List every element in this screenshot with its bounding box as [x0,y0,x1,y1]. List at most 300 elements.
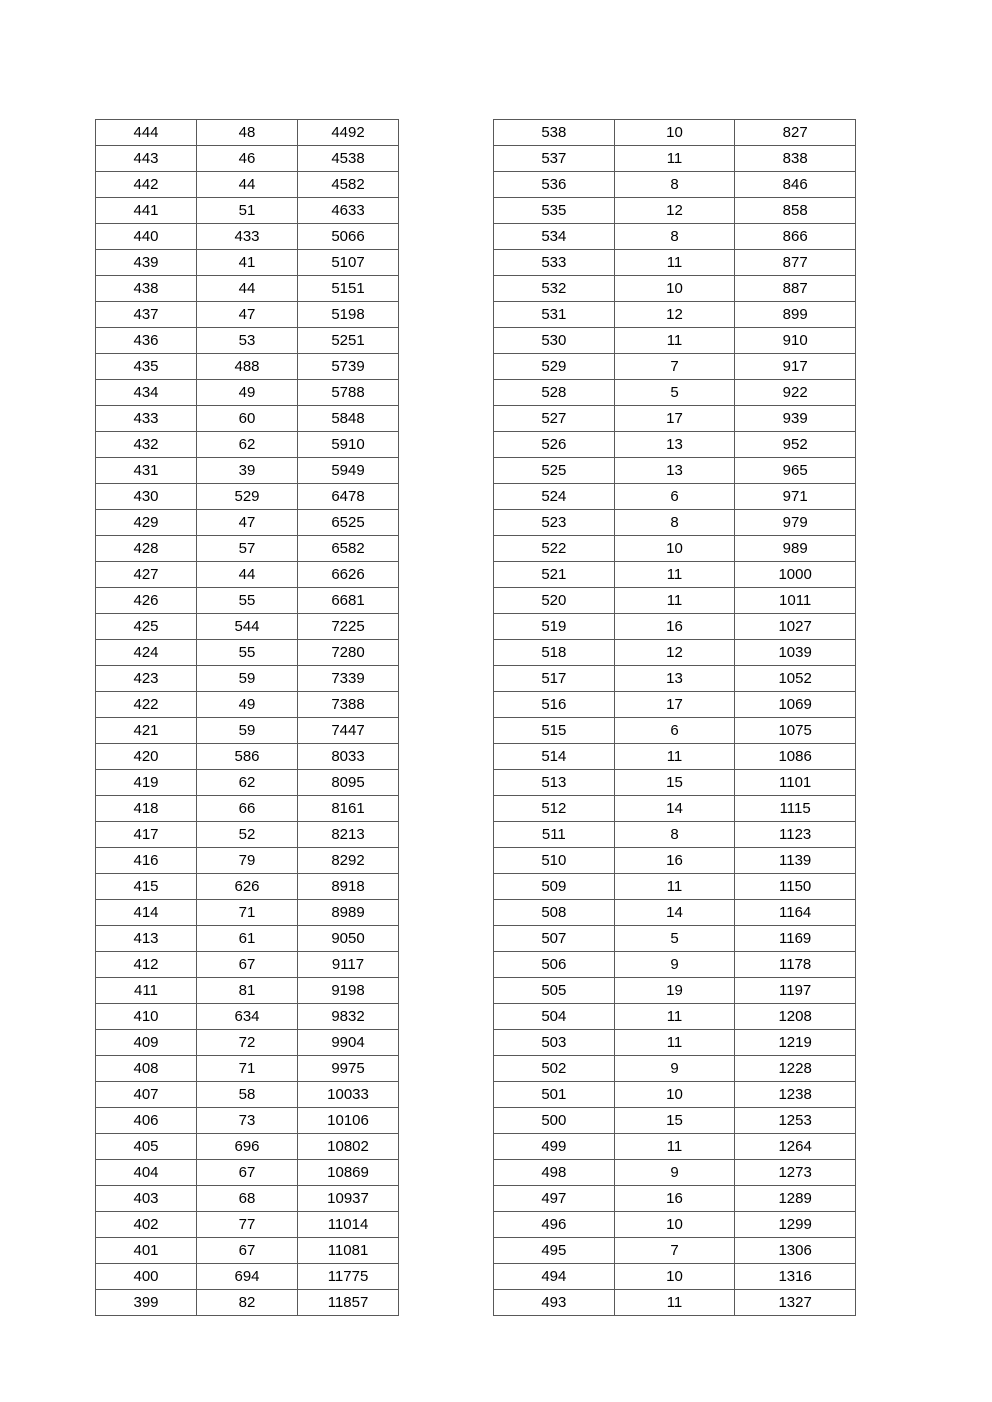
count-cell: 16 [614,614,735,640]
count-cell: 544 [197,614,298,640]
table-row [96,1238,399,1264]
table-row [96,1082,399,1108]
count-cell: 14 [614,900,735,926]
table-row [494,978,856,1004]
table-row [494,1108,856,1134]
table-row [494,1082,856,1108]
count-cell: 19 [614,978,735,1004]
cumulative-cell: 5107 [298,250,399,276]
score-table-right [493,119,856,1316]
count-cell: 12 [614,640,735,666]
table-row [494,1238,856,1264]
cumulative-cell: 11857 [298,1290,399,1316]
table-row [96,692,399,718]
count-cell: 46 [197,146,298,172]
count-cell: 16 [614,848,735,874]
cumulative-cell: 5788 [298,380,399,406]
cumulative-cell: 1299 [735,1212,856,1238]
table-row [96,640,399,666]
table-row [96,302,399,328]
table-row [96,744,399,770]
table-row [494,172,856,198]
score-cell: 504 [494,1004,615,1030]
count-cell: 10 [614,120,735,146]
score-cell: 428 [96,536,197,562]
table-row [494,432,856,458]
count-cell: 71 [197,900,298,926]
count-cell: 9 [614,952,735,978]
cumulative-cell: 6582 [298,536,399,562]
count-cell: 82 [197,1290,298,1316]
table-row [494,1212,856,1238]
score-cell: 520 [494,588,615,614]
count-cell: 47 [197,510,298,536]
score-cell: 532 [494,276,615,302]
table-row [96,432,399,458]
table-row [96,380,399,406]
count-cell: 67 [197,1160,298,1186]
score-cell: 506 [494,952,615,978]
table-row [96,770,399,796]
table-row [96,250,399,276]
table-row [96,1108,399,1134]
cumulative-cell: 965 [735,458,856,484]
count-cell: 55 [197,588,298,614]
score-table-right-body [494,120,856,1316]
cumulative-cell: 1075 [735,718,856,744]
cumulative-cell: 910 [735,328,856,354]
cumulative-cell: 5910 [298,432,399,458]
cumulative-cell: 1039 [735,640,856,666]
count-cell: 77 [197,1212,298,1238]
cumulative-cell: 1000 [735,562,856,588]
score-cell: 519 [494,614,615,640]
score-cell: 424 [96,640,197,666]
cumulative-cell: 979 [735,510,856,536]
cumulative-cell: 846 [735,172,856,198]
score-cell: 517 [494,666,615,692]
score-cell: 521 [494,562,615,588]
score-cell: 441 [96,198,197,224]
table-row [494,718,856,744]
cumulative-cell: 9904 [298,1030,399,1056]
score-cell: 433 [96,406,197,432]
count-cell: 52 [197,822,298,848]
cumulative-cell: 838 [735,146,856,172]
table-row [96,406,399,432]
cumulative-cell: 1289 [735,1186,856,1212]
score-cell: 419 [96,770,197,796]
score-cell: 440 [96,224,197,250]
score-table-left [95,119,399,1316]
table-row [96,276,399,302]
cumulative-cell: 1069 [735,692,856,718]
table-row [96,1212,399,1238]
count-cell: 68 [197,1186,298,1212]
score-cell: 434 [96,380,197,406]
score-cell: 501 [494,1082,615,1108]
count-cell: 61 [197,926,298,952]
score-cell: 403 [96,1186,197,1212]
cumulative-cell: 5066 [298,224,399,250]
score-cell: 535 [494,198,615,224]
count-cell: 5 [614,380,735,406]
table-row [96,224,399,250]
cumulative-cell: 4582 [298,172,399,198]
cumulative-cell: 1164 [735,900,856,926]
count-cell: 59 [197,718,298,744]
count-cell: 433 [197,224,298,250]
score-cell: 531 [494,302,615,328]
table-row [96,1004,399,1030]
cumulative-cell: 10106 [298,1108,399,1134]
cumulative-cell: 1169 [735,926,856,952]
score-cell: 514 [494,744,615,770]
cumulative-cell: 8095 [298,770,399,796]
cumulative-cell: 8292 [298,848,399,874]
table-row [494,666,856,692]
cumulative-cell: 5198 [298,302,399,328]
table-row [96,510,399,536]
count-cell: 67 [197,952,298,978]
table-row [494,458,856,484]
count-cell: 62 [197,432,298,458]
score-cell: 496 [494,1212,615,1238]
cumulative-cell: 10802 [298,1134,399,1160]
count-cell: 44 [197,276,298,302]
table-row [494,302,856,328]
score-cell: 426 [96,588,197,614]
score-cell: 511 [494,822,615,848]
score-cell: 499 [494,1134,615,1160]
table-row [494,952,856,978]
table-row [96,666,399,692]
table-row [494,1186,856,1212]
count-cell: 10 [614,1082,735,1108]
score-cell: 423 [96,666,197,692]
count-cell: 53 [197,328,298,354]
cumulative-cell: 8918 [298,874,399,900]
score-cell: 411 [96,978,197,1004]
score-cell: 406 [96,1108,197,1134]
count-cell: 48 [197,120,298,146]
table-row [96,718,399,744]
score-cell: 444 [96,120,197,146]
table-row [494,588,856,614]
cumulative-cell: 1123 [735,822,856,848]
count-cell: 44 [197,172,298,198]
count-cell: 49 [197,380,298,406]
score-cell: 493 [494,1290,615,1316]
table-row [96,458,399,484]
table-row [96,120,399,146]
cumulative-cell: 1316 [735,1264,856,1290]
table-row [96,1056,399,1082]
table-row [96,146,399,172]
score-cell: 516 [494,692,615,718]
table-row [494,926,856,952]
cumulative-cell: 1197 [735,978,856,1004]
table-row [494,1264,856,1290]
table-row [494,276,856,302]
cumulative-cell: 7339 [298,666,399,692]
score-cell: 429 [96,510,197,536]
score-cell: 408 [96,1056,197,1082]
cumulative-cell: 887 [735,276,856,302]
count-cell: 15 [614,1108,735,1134]
count-cell: 10 [614,276,735,302]
score-cell: 402 [96,1212,197,1238]
count-cell: 5 [614,926,735,952]
cumulative-cell: 11775 [298,1264,399,1290]
score-cell: 536 [494,172,615,198]
table-row [494,1030,856,1056]
count-cell: 71 [197,1056,298,1082]
count-cell: 79 [197,848,298,874]
cumulative-cell: 11014 [298,1212,399,1238]
score-cell: 530 [494,328,615,354]
score-cell: 427 [96,562,197,588]
score-table-left-body [96,120,399,1316]
cumulative-cell: 6626 [298,562,399,588]
cumulative-cell: 9050 [298,926,399,952]
score-cell: 510 [494,848,615,874]
score-cell: 436 [96,328,197,354]
cumulative-cell: 5848 [298,406,399,432]
cumulative-cell: 7388 [298,692,399,718]
table-row [96,484,399,510]
cumulative-cell: 1208 [735,1004,856,1030]
cumulative-cell: 5949 [298,458,399,484]
cumulative-cell: 9117 [298,952,399,978]
count-cell: 39 [197,458,298,484]
cumulative-cell: 9198 [298,978,399,1004]
table-row [96,198,399,224]
cumulative-cell: 9832 [298,1004,399,1030]
count-cell: 10 [614,536,735,562]
count-cell: 11 [614,1134,735,1160]
count-cell: 7 [614,1238,735,1264]
score-cell: 439 [96,250,197,276]
score-cell: 438 [96,276,197,302]
cumulative-cell: 6681 [298,588,399,614]
cumulative-cell: 1306 [735,1238,856,1264]
score-cell: 399 [96,1290,197,1316]
count-cell: 694 [197,1264,298,1290]
table-row [96,900,399,926]
score-cell: 534 [494,224,615,250]
table-row [494,770,856,796]
score-cell: 512 [494,796,615,822]
table-row [494,848,856,874]
cumulative-cell: 1011 [735,588,856,614]
count-cell: 9 [614,1160,735,1186]
count-cell: 9 [614,1056,735,1082]
count-cell: 10 [614,1264,735,1290]
cumulative-cell: 8213 [298,822,399,848]
cumulative-cell: 7225 [298,614,399,640]
score-cell: 507 [494,926,615,952]
score-cell: 523 [494,510,615,536]
score-cell: 509 [494,874,615,900]
score-cell: 417 [96,822,197,848]
cumulative-cell: 899 [735,302,856,328]
count-cell: 11 [614,1290,735,1316]
cumulative-cell: 1115 [735,796,856,822]
cumulative-cell: 8033 [298,744,399,770]
table-row [96,1264,399,1290]
score-cell: 537 [494,146,615,172]
count-cell: 17 [614,692,735,718]
count-cell: 15 [614,770,735,796]
table-row [96,1030,399,1056]
score-cell: 422 [96,692,197,718]
count-cell: 529 [197,484,298,510]
score-cell: 415 [96,874,197,900]
cumulative-cell: 1238 [735,1082,856,1108]
count-cell: 12 [614,302,735,328]
cumulative-cell: 971 [735,484,856,510]
table-row [96,978,399,1004]
score-cell: 404 [96,1160,197,1186]
cumulative-cell: 922 [735,380,856,406]
score-cell: 412 [96,952,197,978]
cumulative-cell: 1273 [735,1160,856,1186]
score-cell: 494 [494,1264,615,1290]
cumulative-cell: 5739 [298,354,399,380]
score-cell: 435 [96,354,197,380]
cumulative-cell: 4492 [298,120,399,146]
table-row [494,354,856,380]
count-cell: 11 [614,328,735,354]
table-row [494,1160,856,1186]
table-row [494,510,856,536]
count-cell: 13 [614,458,735,484]
score-cell: 498 [494,1160,615,1186]
table-row [494,900,856,926]
table-row [494,1290,856,1316]
cumulative-cell: 939 [735,406,856,432]
table-row [494,874,856,900]
count-cell: 11 [614,562,735,588]
count-cell: 51 [197,198,298,224]
count-cell: 17 [614,406,735,432]
cumulative-cell: 8161 [298,796,399,822]
score-cell: 525 [494,458,615,484]
cumulative-cell: 7447 [298,718,399,744]
table-row [96,172,399,198]
cumulative-cell: 1101 [735,770,856,796]
count-cell: 13 [614,432,735,458]
count-cell: 11 [614,588,735,614]
count-cell: 7 [614,354,735,380]
count-cell: 8 [614,510,735,536]
count-cell: 60 [197,406,298,432]
cumulative-cell: 1086 [735,744,856,770]
score-cell: 432 [96,432,197,458]
table-row [494,640,856,666]
cumulative-cell: 4633 [298,198,399,224]
table-row [494,198,856,224]
table-row [494,614,856,640]
score-table-left-container [95,119,399,1316]
count-cell: 6 [614,484,735,510]
count-cell: 14 [614,796,735,822]
count-cell: 58 [197,1082,298,1108]
score-cell: 420 [96,744,197,770]
cumulative-cell: 5251 [298,328,399,354]
score-cell: 533 [494,250,615,276]
count-cell: 8 [614,224,735,250]
score-cell: 502 [494,1056,615,1082]
table-row [96,328,399,354]
count-cell: 55 [197,640,298,666]
cumulative-cell: 1027 [735,614,856,640]
score-cell: 515 [494,718,615,744]
score-cell: 524 [494,484,615,510]
table-row [494,1134,856,1160]
table-row [494,562,856,588]
cumulative-cell: 1150 [735,874,856,900]
count-cell: 81 [197,978,298,1004]
table-row [494,328,856,354]
table-row [96,952,399,978]
count-cell: 11 [614,1004,735,1030]
table-row [494,484,856,510]
score-cell: 407 [96,1082,197,1108]
score-cell: 526 [494,432,615,458]
count-cell: 59 [197,666,298,692]
count-cell: 73 [197,1108,298,1134]
table-row [494,406,856,432]
count-cell: 11 [614,744,735,770]
count-cell: 16 [614,1186,735,1212]
score-cell: 410 [96,1004,197,1030]
count-cell: 10 [614,1212,735,1238]
cumulative-cell: 827 [735,120,856,146]
table-row [494,380,856,406]
score-cell: 513 [494,770,615,796]
cumulative-cell: 6525 [298,510,399,536]
table-row [96,926,399,952]
count-cell: 8 [614,172,735,198]
score-cell: 527 [494,406,615,432]
cumulative-cell: 9975 [298,1056,399,1082]
cumulative-cell: 917 [735,354,856,380]
cumulative-cell: 6478 [298,484,399,510]
cumulative-cell: 10869 [298,1160,399,1186]
score-cell: 443 [96,146,197,172]
score-cell: 529 [494,354,615,380]
count-cell: 49 [197,692,298,718]
count-cell: 634 [197,1004,298,1030]
cumulative-cell: 1139 [735,848,856,874]
score-cell: 416 [96,848,197,874]
count-cell: 13 [614,666,735,692]
table-row [494,224,856,250]
cumulative-cell: 877 [735,250,856,276]
cumulative-cell: 8989 [298,900,399,926]
table-row [96,874,399,900]
count-cell: 67 [197,1238,298,1264]
score-cell: 500 [494,1108,615,1134]
score-table-right-container [493,119,856,1316]
score-cell: 518 [494,640,615,666]
count-cell: 62 [197,770,298,796]
table-row [494,146,856,172]
table-row [96,1160,399,1186]
score-cell: 409 [96,1030,197,1056]
